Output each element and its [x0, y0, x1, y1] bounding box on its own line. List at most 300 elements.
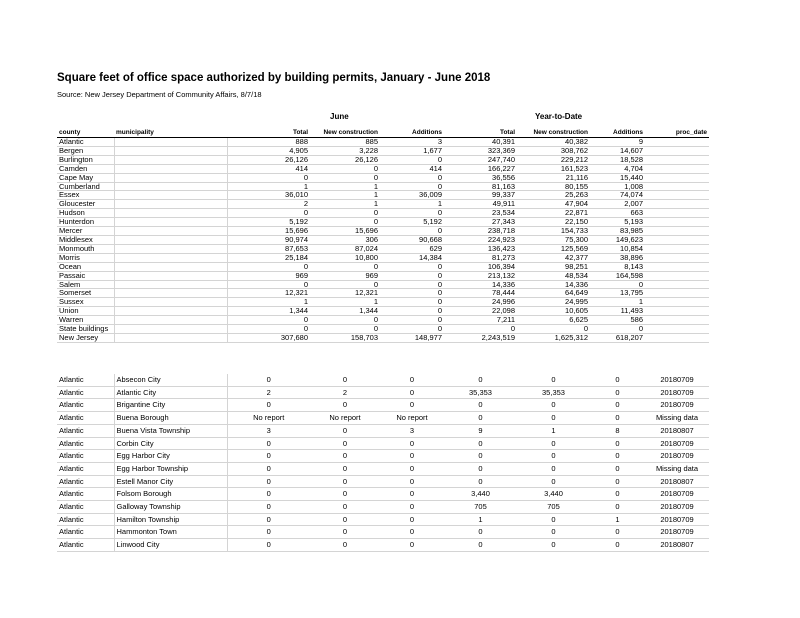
group-header-june: June: [330, 112, 349, 121]
ytd-total-cell: 35,353: [444, 386, 517, 399]
june-additions-cell: 0: [380, 462, 444, 475]
municipality-cell: [114, 146, 227, 155]
municipality-cell: [114, 173, 227, 182]
municipality-row: [57, 501, 709, 514]
june-new-construction-cell: 0: [310, 374, 380, 386]
ytd-additions-cell: 1: [590, 298, 645, 307]
county-row: [57, 298, 709, 307]
county-row: [57, 289, 709, 298]
ytd-total-cell: 14,336: [444, 280, 517, 289]
june-additions-cell: 0: [380, 475, 444, 488]
ytd-new-construction-cell: 1: [517, 424, 590, 437]
municipality-cell: [114, 244, 227, 253]
municipality-cell: [114, 271, 227, 280]
june-new-construction-cell: 0: [310, 164, 380, 173]
ytd-total-cell: 40,391: [444, 138, 517, 146]
county-row: [57, 227, 709, 236]
ytd-new-construction-cell: 0: [517, 437, 590, 450]
proc-date-cell: [645, 138, 709, 146]
ytd-additions-cell: 74,074: [590, 191, 645, 200]
column-header-ytd-total: Total: [444, 127, 517, 138]
june-total-cell: 87,653: [227, 244, 310, 253]
ytd-total-cell: 78,444: [444, 289, 517, 298]
june-new-construction-cell: 1,344: [310, 307, 380, 316]
municipality-cell: Corbin City: [114, 437, 227, 450]
ytd-new-construction-cell: 21,116: [517, 173, 590, 182]
june-total-cell: 0: [227, 374, 310, 386]
june-additions-cell: 0: [380, 526, 444, 539]
county-row: [57, 235, 709, 244]
june-additions-cell: 0: [380, 182, 444, 191]
county-cell: Burlington: [57, 155, 114, 164]
june-additions-cell: 0: [380, 289, 444, 298]
june-new-construction-cell: 0: [310, 218, 380, 227]
county-cell: Atlantic: [57, 374, 114, 386]
ytd-new-construction-cell: 40,382: [517, 138, 590, 146]
municipality-row: [57, 374, 709, 386]
county-cell: Atlantic: [57, 488, 114, 501]
ytd-additions-cell: 1: [590, 513, 645, 526]
ytd-new-construction-cell: 0: [517, 462, 590, 475]
ytd-additions-cell: 0: [590, 280, 645, 289]
ytd-total-cell: 23,534: [444, 209, 517, 218]
column-header-ytd-new-construction: New construction: [517, 127, 590, 138]
ytd-new-construction-cell: 6,625: [517, 316, 590, 325]
ytd-additions-cell: 15,440: [590, 173, 645, 182]
ytd-additions-cell: 0: [590, 412, 645, 425]
ytd-new-construction-cell: 47,904: [517, 200, 590, 209]
proc-date-cell: [645, 173, 709, 182]
june-new-construction-cell: 0: [310, 316, 380, 325]
municipality-cell: Buena Borough: [114, 412, 227, 425]
municipality-cell: [114, 155, 227, 164]
june-additions-cell: 3: [380, 424, 444, 437]
county-row: [57, 200, 709, 209]
june-total-cell: 26,126: [227, 155, 310, 164]
june-total-cell: 0: [227, 280, 310, 289]
ytd-total-cell: 136,423: [444, 244, 517, 253]
june-total-cell: 1,344: [227, 307, 310, 316]
column-header-june-additions: Additions: [380, 127, 444, 138]
column-header-municipality: municipality: [114, 127, 227, 138]
ytd-additions-cell: 0: [590, 450, 645, 463]
municipality-row: [57, 488, 709, 501]
municipality-cell: [114, 298, 227, 307]
ytd-total-cell: 247,740: [444, 155, 517, 164]
municipality-cell: [114, 138, 227, 146]
ytd-additions-cell: 10,854: [590, 244, 645, 253]
june-total-cell: 90,974: [227, 235, 310, 244]
ytd-total-cell: 224,923: [444, 235, 517, 244]
municipality-row: [57, 412, 709, 425]
ytd-new-construction-cell: 1,625,312: [517, 333, 590, 342]
june-additions-cell: 0: [380, 399, 444, 412]
june-new-construction-cell: 1: [310, 298, 380, 307]
ytd-additions-cell: 663: [590, 209, 645, 218]
june-new-construction-cell: 0: [310, 488, 380, 501]
column-header-row: [57, 127, 709, 138]
ytd-new-construction-cell: 98,251: [517, 262, 590, 271]
county-row: [57, 182, 709, 191]
municipality-cell: Hammonton Town: [114, 526, 227, 539]
ytd-new-construction-cell: 0: [517, 450, 590, 463]
county-row: [57, 253, 709, 262]
report-title: Square feet of office space authorized by building permits, January - June 2018: [57, 72, 491, 84]
june-total-cell: 15,696: [227, 227, 310, 236]
ytd-total-cell: 0: [444, 462, 517, 475]
column-header-proc-date: proc_date: [645, 127, 709, 138]
municipality-row: [57, 450, 709, 463]
county-cell: Atlantic: [57, 424, 114, 437]
june-additions-cell: 0: [380, 209, 444, 218]
county-cell: Hunterdon: [57, 218, 114, 227]
county-row: [57, 191, 709, 200]
june-total-cell: 0: [227, 462, 310, 475]
june-total-cell: 0: [227, 209, 310, 218]
municipality-row: [57, 437, 709, 450]
municipality-cell: [114, 316, 227, 325]
municipality-row: [57, 399, 709, 412]
county-row: [57, 262, 709, 271]
county-cell: Atlantic: [57, 437, 114, 450]
proc-date-cell: [645, 280, 709, 289]
ytd-additions-cell: 149,623: [590, 235, 645, 244]
ytd-total-cell: 7,211: [444, 316, 517, 325]
june-new-construction-cell: 0: [310, 399, 380, 412]
june-total-cell: No report: [227, 412, 310, 425]
municipality-cell: [114, 191, 227, 200]
ytd-total-cell: 705: [444, 501, 517, 514]
municipality-cell: [114, 253, 227, 262]
municipality-cell: Hamilton Township: [114, 513, 227, 526]
june-total-cell: 969: [227, 271, 310, 280]
proc-date-cell: [645, 244, 709, 253]
ytd-additions-cell: 164,598: [590, 271, 645, 280]
june-additions-cell: 36,009: [380, 191, 444, 200]
municipality-cell: [114, 218, 227, 227]
proc-date-cell: [645, 235, 709, 244]
june-new-construction-cell: 15,696: [310, 227, 380, 236]
municipality-row: [57, 526, 709, 539]
june-additions-cell: 0: [380, 262, 444, 271]
ytd-additions-cell: 2,007: [590, 200, 645, 209]
ytd-new-construction-cell: 25,263: [517, 191, 590, 200]
county-row: [57, 138, 709, 146]
june-total-cell: 0: [227, 488, 310, 501]
june-additions-cell: 148,977: [380, 333, 444, 342]
june-additions-cell: 0: [380, 173, 444, 182]
ytd-total-cell: 0: [444, 526, 517, 539]
county-row: [57, 316, 709, 325]
municipality-cell: [114, 209, 227, 218]
june-new-construction-cell: 2: [310, 386, 380, 399]
ytd-new-construction-cell: 0: [517, 539, 590, 552]
june-new-construction-cell: 0: [310, 262, 380, 271]
ytd-new-construction-cell: 3,440: [517, 488, 590, 501]
june-additions-cell: 5,192: [380, 218, 444, 227]
ytd-total-cell: 0: [444, 325, 517, 334]
june-additions-cell: 0: [380, 539, 444, 552]
proc-date-cell: 20180709: [645, 437, 709, 450]
ytd-total-cell: 36,556: [444, 173, 517, 182]
county-cell: Warren: [57, 316, 114, 325]
proc-date-cell: [645, 218, 709, 227]
ytd-additions-cell: 1,008: [590, 182, 645, 191]
june-additions-cell: 14,384: [380, 253, 444, 262]
municipality-cell: [114, 307, 227, 316]
ytd-new-construction-cell: 0: [517, 374, 590, 386]
proc-date-cell: [645, 316, 709, 325]
county-cell: Atlantic: [57, 138, 114, 146]
ytd-new-construction-cell: 229,212: [517, 155, 590, 164]
proc-date-cell: 20180807: [645, 475, 709, 488]
municipality-cell: [114, 289, 227, 298]
june-additions-cell: 1: [380, 200, 444, 209]
june-new-construction-cell: 87,024: [310, 244, 380, 253]
municipality-cell: Egg Harbor City: [114, 450, 227, 463]
municipality-row: [57, 513, 709, 526]
ytd-additions-cell: 0: [590, 526, 645, 539]
june-total-cell: 25,184: [227, 253, 310, 262]
proc-date-cell: 20180807: [645, 424, 709, 437]
june-total-cell: 2: [227, 386, 310, 399]
ytd-total-cell: 24,996: [444, 298, 517, 307]
county-cell: Atlantic: [57, 399, 114, 412]
county-row: [57, 164, 709, 173]
ytd-new-construction-cell: 705: [517, 501, 590, 514]
june-new-construction-cell: 0: [310, 475, 380, 488]
ytd-additions-cell: 618,207: [590, 333, 645, 342]
municipality-cell: [114, 333, 227, 342]
ytd-total-cell: 0: [444, 437, 517, 450]
county-cell: Salem: [57, 280, 114, 289]
june-new-construction-cell: 0: [310, 539, 380, 552]
county-cell: Mercer: [57, 227, 114, 236]
june-total-cell: 0: [227, 539, 310, 552]
ytd-new-construction-cell: 24,995: [517, 298, 590, 307]
proc-date-cell: [645, 262, 709, 271]
june-new-construction-cell: 158,703: [310, 333, 380, 342]
county-cell: Union: [57, 307, 114, 316]
ytd-new-construction-cell: 22,871: [517, 209, 590, 218]
june-new-construction-cell: 12,321: [310, 289, 380, 298]
june-total-cell: 5,192: [227, 218, 310, 227]
ytd-total-cell: 0: [444, 475, 517, 488]
june-new-construction-cell: 0: [310, 209, 380, 218]
ytd-additions-cell: 586: [590, 316, 645, 325]
municipality-row: [57, 475, 709, 488]
june-total-cell: 3: [227, 424, 310, 437]
county-row: [57, 244, 709, 253]
county-cell: Atlantic: [57, 513, 114, 526]
county-row: [57, 271, 709, 280]
municipality-cell: Absecon City: [114, 374, 227, 386]
june-total-cell: 1: [227, 298, 310, 307]
proc-date-cell: 20180709: [645, 386, 709, 399]
county-row: [57, 280, 709, 289]
ytd-new-construction-cell: 125,569: [517, 244, 590, 253]
municipality-cell: Folsom Borough: [114, 488, 227, 501]
county-row: [57, 218, 709, 227]
ytd-additions-cell: 0: [590, 539, 645, 552]
june-total-cell: 0: [227, 262, 310, 271]
june-new-construction-cell: 0: [310, 513, 380, 526]
county-cell: Morris: [57, 253, 114, 262]
june-total-cell: 0: [227, 501, 310, 514]
ytd-new-construction-cell: 0: [517, 399, 590, 412]
proc-date-cell: 20180709: [645, 488, 709, 501]
ytd-new-construction-cell: 75,300: [517, 235, 590, 244]
proc-date-cell: 20180709: [645, 526, 709, 539]
municipality-cell: [114, 164, 227, 173]
county-cell: Passaic: [57, 271, 114, 280]
june-additions-cell: 0: [380, 437, 444, 450]
proc-date-cell: [645, 182, 709, 191]
ytd-total-cell: 0: [444, 412, 517, 425]
june-additions-cell: 1,677: [380, 146, 444, 155]
proc-date-cell: 20180807: [645, 539, 709, 552]
june-total-cell: 0: [227, 450, 310, 463]
ytd-total-cell: 213,132: [444, 271, 517, 280]
ytd-total-cell: 323,369: [444, 146, 517, 155]
county-row: [57, 209, 709, 218]
ytd-new-construction-cell: 22,150: [517, 218, 590, 227]
june-new-construction-cell: 1: [310, 191, 380, 200]
june-total-cell: 4,905: [227, 146, 310, 155]
proc-date-cell: [645, 271, 709, 280]
ytd-new-construction-cell: 80,155: [517, 182, 590, 191]
county-row: [57, 325, 709, 334]
proc-date-cell: [645, 164, 709, 173]
county-row: [57, 155, 709, 164]
june-new-construction-cell: 0: [310, 325, 380, 334]
ytd-total-cell: 0: [444, 374, 517, 386]
ytd-new-construction-cell: 35,353: [517, 386, 590, 399]
ytd-total-cell: 49,911: [444, 200, 517, 209]
ytd-total-cell: 1: [444, 513, 517, 526]
ytd-total-cell: 0: [444, 450, 517, 463]
county-cell: Sussex: [57, 298, 114, 307]
county-cell: Gloucester: [57, 200, 114, 209]
ytd-additions-cell: 8,143: [590, 262, 645, 271]
ytd-additions-cell: 18,528: [590, 155, 645, 164]
proc-date-cell: 20180709: [645, 399, 709, 412]
municipality-cell: Buena Vista Township: [114, 424, 227, 437]
june-new-construction-cell: 1: [310, 200, 380, 209]
june-additions-cell: 0: [380, 271, 444, 280]
column-header-ytd-additions: Additions: [590, 127, 645, 138]
june-additions-cell: 0: [380, 307, 444, 316]
municipality-cell: [114, 200, 227, 209]
june-additions-cell: 0: [380, 501, 444, 514]
proc-date-cell: [645, 209, 709, 218]
ytd-total-cell: 3,440: [444, 488, 517, 501]
group-header-ytd: Year-to-Date: [535, 112, 583, 121]
proc-date-cell: [645, 191, 709, 200]
june-additions-cell: 0: [380, 450, 444, 463]
municipality-cell: [114, 182, 227, 191]
june-total-cell: 0: [227, 513, 310, 526]
june-additions-cell: 3: [380, 138, 444, 146]
june-new-construction-cell: 26,126: [310, 155, 380, 164]
municipality-cell: Estell Manor City: [114, 475, 227, 488]
county-cell: Essex: [57, 191, 114, 200]
county-cell: Middlesex: [57, 235, 114, 244]
ytd-total-cell: 81,163: [444, 182, 517, 191]
county-summary-table: [57, 138, 709, 343]
ytd-additions-cell: 5,193: [590, 218, 645, 227]
proc-date-cell: 20180709: [645, 450, 709, 463]
proc-date-cell: [645, 253, 709, 262]
ytd-total-cell: 106,394: [444, 262, 517, 271]
proc-date-cell: Missing data: [645, 462, 709, 475]
june-new-construction-cell: No report: [310, 412, 380, 425]
june-additions-cell: No report: [380, 412, 444, 425]
county-cell: Atlantic: [57, 386, 114, 399]
june-additions-cell: 0: [380, 386, 444, 399]
june-total-cell: 888: [227, 138, 310, 146]
proc-date-cell: [645, 200, 709, 209]
county-cell: Atlantic: [57, 462, 114, 475]
ytd-new-construction-cell: 0: [517, 325, 590, 334]
proc-date-cell: Missing data: [645, 412, 709, 425]
ytd-additions-cell: 13,795: [590, 289, 645, 298]
county-cell: Camden: [57, 164, 114, 173]
municipality-cell: [114, 227, 227, 236]
june-total-cell: 0: [227, 526, 310, 539]
ytd-new-construction-cell: 10,605: [517, 307, 590, 316]
ytd-additions-cell: 38,896: [590, 253, 645, 262]
ytd-new-construction-cell: 161,523: [517, 164, 590, 173]
ytd-total-cell: 9: [444, 424, 517, 437]
june-additions-cell: 0: [380, 488, 444, 501]
june-total-cell: 307,680: [227, 333, 310, 342]
municipality-cell: Galloway Township: [114, 501, 227, 514]
ytd-new-construction-cell: 154,733: [517, 227, 590, 236]
county-cell: Atlantic: [57, 450, 114, 463]
ytd-additions-cell: 0: [590, 488, 645, 501]
proc-date-cell: 20180709: [645, 501, 709, 514]
june-new-construction-cell: 1: [310, 182, 380, 191]
ytd-total-cell: 99,337: [444, 191, 517, 200]
june-total-cell: 1: [227, 182, 310, 191]
municipality-cell: Linwood City: [114, 539, 227, 552]
county-cell: Monmouth: [57, 244, 114, 253]
municipality-cell: Atlantic City: [114, 386, 227, 399]
ytd-additions-cell: 11,493: [590, 307, 645, 316]
proc-date-cell: [645, 333, 709, 342]
ytd-new-construction-cell: 0: [517, 412, 590, 425]
county-cell: State buildings: [57, 325, 114, 334]
june-additions-cell: 0: [380, 325, 444, 334]
ytd-new-construction-cell: 0: [517, 513, 590, 526]
june-additions-cell: 0: [380, 298, 444, 307]
ytd-additions-cell: 0: [590, 501, 645, 514]
ytd-total-cell: 2,243,519: [444, 333, 517, 342]
municipality-cell: [114, 325, 227, 334]
proc-date-cell: [645, 325, 709, 334]
proc-date-cell: [645, 146, 709, 155]
june-new-construction-cell: 0: [310, 280, 380, 289]
column-header-county: county: [57, 127, 114, 138]
county-cell: Ocean: [57, 262, 114, 271]
county-cell: Bergen: [57, 146, 114, 155]
ytd-new-construction-cell: 42,377: [517, 253, 590, 262]
ytd-new-construction-cell: 14,336: [517, 280, 590, 289]
county-cell: Atlantic: [57, 501, 114, 514]
municipality-cell: Brigantine City: [114, 399, 227, 412]
municipality-row: [57, 424, 709, 437]
